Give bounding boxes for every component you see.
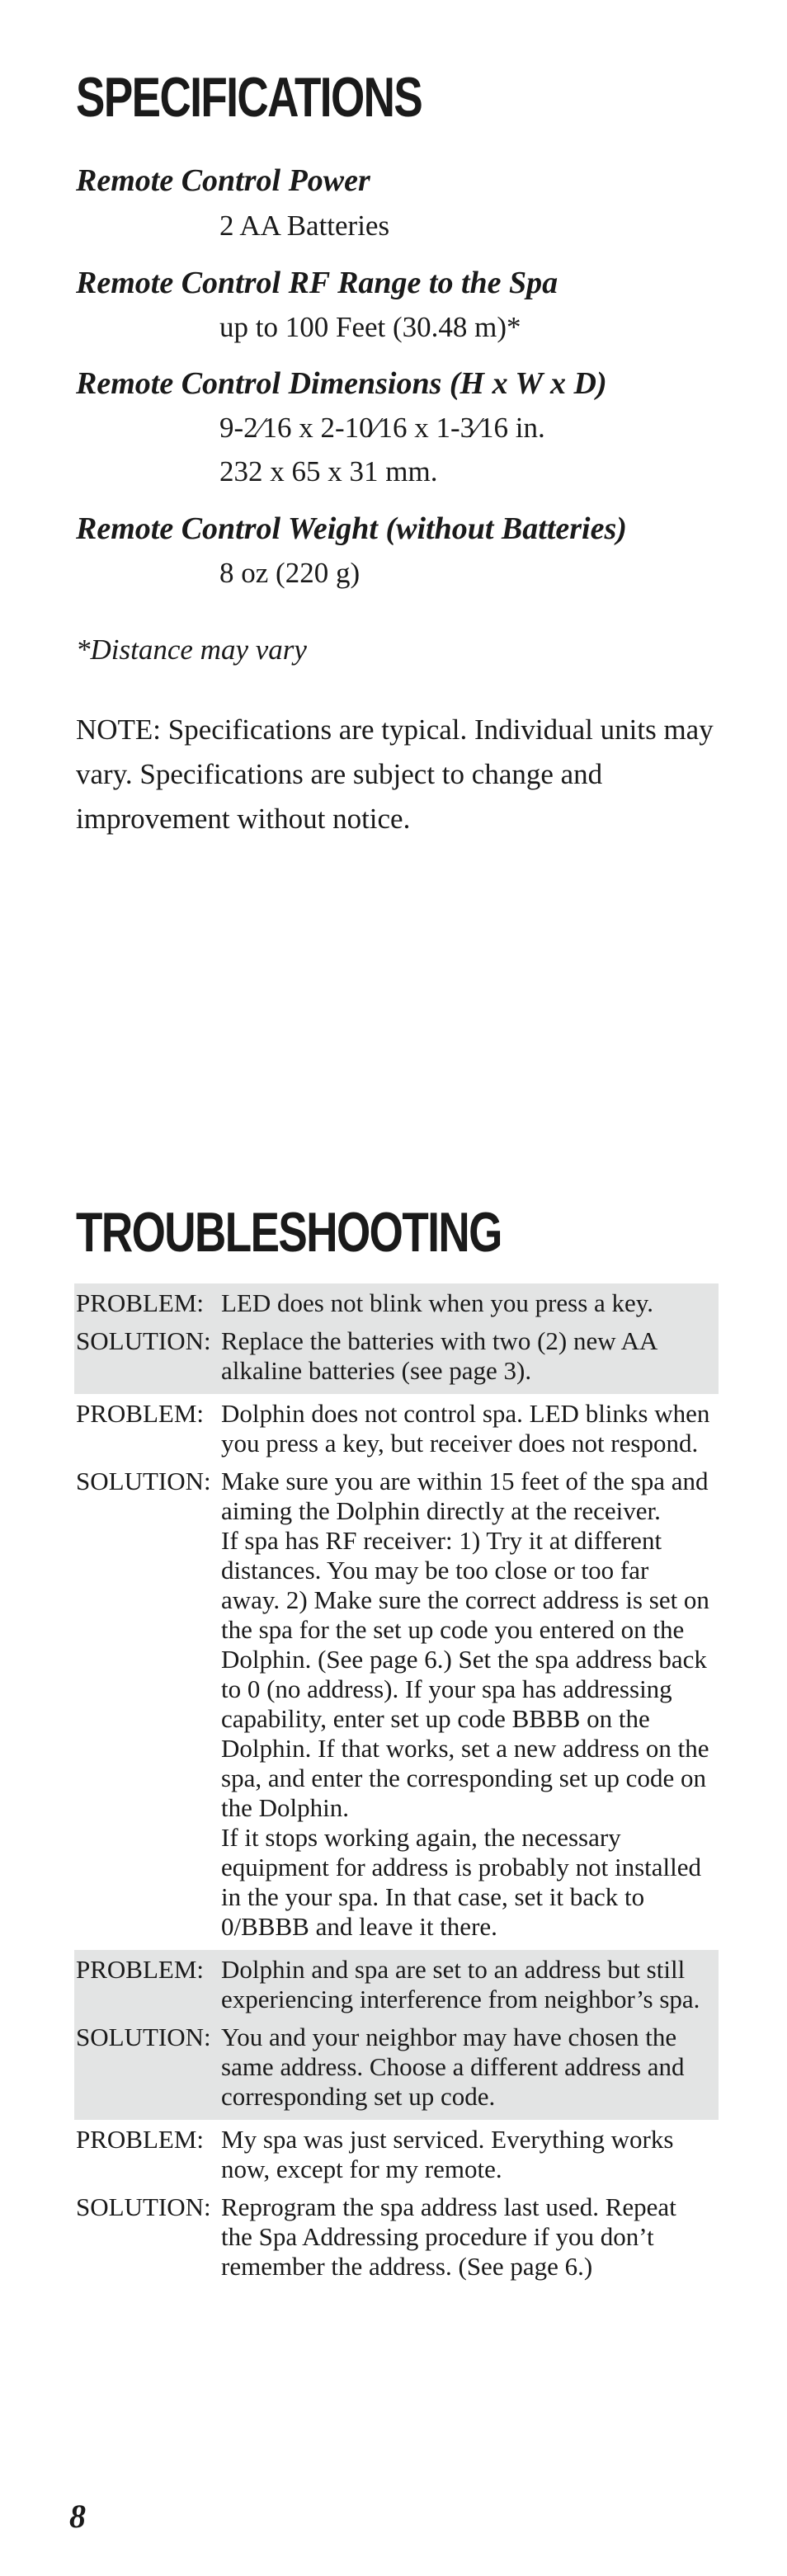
solution-label: SOLUTION: [76,2192,211,2221]
problem-label: PROBLEM: [76,1288,205,1317]
problem-label: PROBLEM: [76,1955,205,1984]
specifications-note: NOTE: Specifications are typical. Individual units may vary. Specifications are subject to change and improvement without notice. [76,713,714,835]
spec-value-weight: 8 oz (220 g) [219,557,361,589]
solution-label: SOLUTION: [76,1326,211,1355]
problem-text: Dolphin does not control spa. LED blinks when you press a key, but receiver does not respond. [221,1399,710,1458]
spec-value-rf-range: up to 100 Feet (30.48 m)* [219,311,521,343]
distance-footnote: *Distance may vary [76,633,307,666]
troubleshooting-table [74,1283,719,2290]
problem-text: LED does not blink when you press a key. [221,1288,654,1317]
solution-paragraph: You and your neighbor may have chosen the same address. Choose a different address and corresponding set up code. [221,2023,685,2111]
solution-paragraph: Replace the batteries with two (2) new AA alkaline batteries (see page 3). [221,1326,657,1385]
solution-row [74,2019,719,2117]
spec-value-power: 2 AA Batteries [219,210,390,242]
solution-text [221,1467,719,1942]
problem-text: Dolphin and spa are set to an address but still experiencing interference from neighbor’s spa. [221,1955,700,2013]
solution-text [221,2023,719,2112]
troubleshooting-group [74,1394,719,1950]
spec-title-power: Remote Control Power [76,163,370,198]
solution-paragraph: If it stops working again, the necessary equipment for address is probably not installed in the your spa. In that case, set it back to 0/BBBB and leave it there. [221,1823,701,1941]
spec-value-dimensions-mm: 232 x 65 x 31 mm. [219,455,438,487]
troubleshooting-heading: TROUBLESHOOTING [76,1201,502,1264]
problem-row [74,1952,719,2019]
problem-row [74,1396,719,1463]
problem-row [74,2122,719,2189]
spec-title-dimensions: Remote Control Dimensions (H x W x D) [76,366,607,401]
troubleshooting-group [74,2120,719,2290]
solution-label: SOLUTION: [76,2023,211,2051]
spec-value-dimensions-in: 9-2⁄16 x 2-10⁄16 x 1-3⁄16 in. [219,412,545,444]
troubleshooting-group [74,1283,719,1394]
problem-row [74,1285,719,1323]
specifications-heading: SPECIFICATIONS [76,66,422,129]
spec-title-weight: Remote Control Weight (without Batteries) [76,511,627,546]
troubleshooting-group [74,1950,719,2120]
solution-label: SOLUTION: [76,1467,211,1495]
solution-text [221,2192,719,2282]
page-number: 8 [69,2498,86,2535]
solution-row [74,1463,719,1947]
solution-paragraph: If spa has RF receiver: 1) Try it at different distances. You may be too close or too far away. 2) Make sure the correct address is set on the spa for the set up code you entered on the Dolphin. (See page 6.) Set the spa address back to 0 (no address). If your spa has addressing capability, enter set up code BBBB on the Dolphin. If that works, set a new address on the spa, and enter the corresponding set up code on the Dolphin. [221,1526,709,1822]
solution-paragraph: Reprogram the spa address last used. Repeat the Spa Addressing procedure if you don’t remember the address. (See page 6.) [221,2192,676,2281]
problem-label: PROBLEM: [76,2125,205,2154]
problem-label: PROBLEM: [76,1399,205,1428]
problem-text: My spa was just serviced. Everything works now, except for my remote. [221,2125,674,2183]
solution-row [74,1323,719,1391]
solution-paragraph: Make sure you are within 15 feet of the spa and aiming the Dolphin directly at the receiver. [221,1467,709,1525]
spec-title-rf-range: Remote Control RF Range to the Spa [76,266,558,300]
solution-row [74,2189,719,2286]
solution-text [221,1326,719,1386]
